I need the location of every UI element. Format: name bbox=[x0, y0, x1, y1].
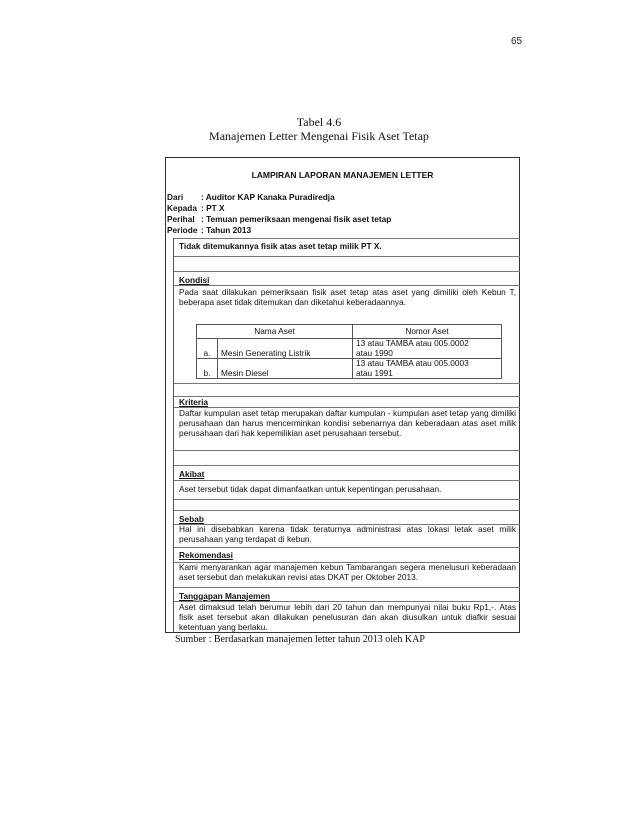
meta-period bbox=[167, 225, 251, 235]
kondisi-text: Pada saat dilakukan pemeriksaan fisik aset tetap atas aset yang dimiliki oleh Kebun T, beberapa aset tidak ditemukan dan diketahui keberadaannya. bbox=[179, 287, 516, 307]
asset-number-line: 13 atau TAMBA atau 005.0002 bbox=[356, 338, 469, 348]
table-label: Tabel 4.6 bbox=[296, 115, 342, 129]
divider bbox=[174, 465, 520, 466]
divider bbox=[174, 587, 520, 588]
finding-title: Tidak ditemukannya fisik atas aset tetap milik PT X. bbox=[179, 241, 382, 251]
source-note: Sumber : Berdasarkan manajemen letter tahun 2013 oleh KAP bbox=[175, 634, 425, 645]
divider bbox=[174, 238, 520, 239]
table-caption: Manajemen Letter Mengenai Fisik Aset Tetap bbox=[209, 129, 429, 143]
meta-value: : PT X bbox=[201, 203, 225, 213]
kriteria-text: Daftar kumpulan aset tetap merupakan daftar kumpulan - kumpulan aset tetap yang dimiliki perusahaan dan harus mencerminkan kondisi sebenarnya dan keberadaan atas aset milik perusahaan dari hak kepemilikian aset perusahaan tersebut. bbox=[179, 408, 516, 438]
col-header-name: Nama Aset bbox=[197, 325, 353, 339]
meta-key: Kepada bbox=[167, 203, 197, 213]
meta-subject bbox=[167, 214, 391, 224]
page-number: 65 bbox=[511, 36, 523, 47]
row-index: b. bbox=[197, 359, 218, 379]
management-letter-table bbox=[165, 157, 520, 633]
table-row bbox=[197, 359, 502, 379]
divider bbox=[174, 510, 520, 511]
asset-name: Mesin Generating Listrik bbox=[218, 339, 353, 359]
meta-from bbox=[167, 192, 335, 202]
meta-value: : Temuan pemeriksaan mengenai fisik aset tetap bbox=[201, 214, 392, 224]
divider bbox=[174, 547, 520, 548]
divider bbox=[174, 271, 520, 272]
meta-value: : Auditor KAP Kanaka Puradiredja bbox=[201, 192, 335, 202]
asset-number-line: 13 atau TAMBA atau 005.0003 bbox=[356, 358, 469, 368]
asset-number-line: atau 1991 bbox=[356, 367, 393, 378]
sebab-label: Sebab bbox=[179, 514, 204, 524]
divider bbox=[174, 383, 520, 384]
findings-section bbox=[173, 238, 520, 632]
sebab-text: Hal ini disebabkan karena tidak teraturnya administrasi atas lokasi letak aset milik perusahaan yang terdapat di kebun. bbox=[179, 524, 516, 544]
tanggapan-label: Tanggapan Manajemen bbox=[179, 591, 271, 601]
rekomendasi-text: Kami menyarankan agar manajemen kebun Tambarangan segera menelusuri keberadaan aset tersebut dan melakukan revisi atas DKAT per Oktober 2013. bbox=[179, 562, 516, 582]
col-header-number: Nomor Aset bbox=[353, 325, 502, 339]
divider bbox=[174, 285, 520, 286]
asset-table bbox=[196, 324, 502, 379]
table-row bbox=[197, 339, 502, 359]
kriteria-label: Kriteria bbox=[179, 397, 209, 407]
divider bbox=[174, 450, 520, 451]
row-index: a. bbox=[197, 339, 218, 359]
meta-to bbox=[167, 203, 225, 213]
asset-name: Mesin Diesel bbox=[218, 359, 353, 379]
rekomendasi-label: Rekomendasi bbox=[179, 550, 233, 560]
meta-key: Periode bbox=[167, 225, 198, 235]
meta-key: Dari bbox=[167, 192, 184, 202]
letter-heading: LAMPIRAN LAPORAN MANAJEMEN LETTER bbox=[251, 170, 434, 180]
meta-key: Perihal bbox=[167, 214, 195, 224]
akibat-label: Akibat bbox=[179, 469, 205, 479]
asset-number bbox=[353, 339, 502, 359]
akibat-text: Aset tersebut tidak dapat dimanfaatkan untuk kepentingan perusahaan. bbox=[179, 484, 442, 494]
divider bbox=[174, 256, 520, 257]
asset-number bbox=[353, 359, 502, 379]
divider bbox=[174, 499, 520, 500]
tanggapan-text: Aset dimaksud telah berumur lebih dari 20 tahun dan mempunyai nilai buku Rp1,-. Atas fisik aset tersebut akan dilakukan penelusuran dan akan diusulkan untuk diafkir sesuai ketentuan yang berlaku. bbox=[179, 602, 516, 632]
kondisi-label: Kondisi bbox=[179, 275, 210, 285]
divider bbox=[174, 480, 520, 481]
asset-number-line: atau 1990 bbox=[356, 347, 393, 358]
meta-value: : Tahun 2013 bbox=[201, 225, 252, 235]
